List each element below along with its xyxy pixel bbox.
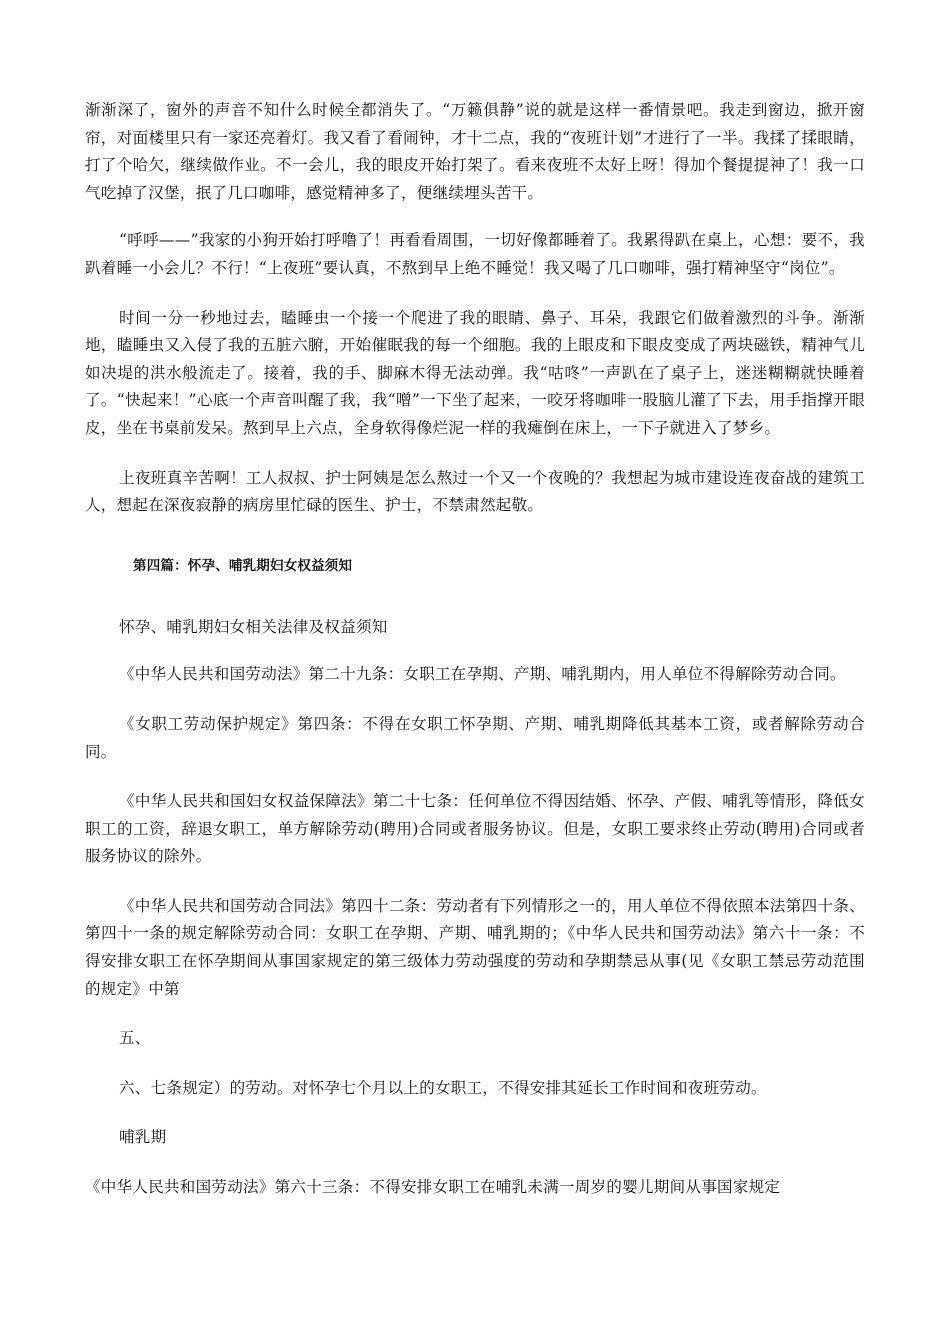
law-paragraph-labor-law-63: 《中华人民共和国劳动法》第六十三条：不得安排女职工在哺乳未满一周岁的婴儿期间从事国家规定 [85, 1178, 781, 1197]
document-body [85, 97, 865, 1202]
essay-paragraph-2: “呼呼——”我家的小狗开始打呼噜了！再看看周围，一切好像都睡着了。我累得趴在桌上，心想：要不，我趴着睡一小会儿？不行！“上夜班”要认真，不熬到早上绝不睡觉！我又喝了几口咖啡，强打精神坚守“岗位”。 [85, 231, 865, 277]
section-heading: 第四篇：怀孕、哺乳期妇女权益须知 [133, 557, 353, 574]
law-intro: 怀孕、哺乳期妇女相关法律及权益须知 [119, 617, 388, 636]
essay-paragraph-3: 时间一分一秒地过去，瞌睡虫一个接一个爬进了我的眼睛、鼻子、耳朵，我跟它们做着激烈的斗争。渐渐地，瞌睡虫又入侵了我的五脏六腑，开始催眠我的每一个细胞。我的上眼皮和下眼皮变成了两块磁铁，精神气儿如决堤的洪水般流走了。接着，我的手、脚麻木得无法动弹。我“咕咚”一声趴在了桌子上，迷迷糊糊就快睡着了。“快起来！”心底一个声音叫醒了我，我“噌”一下坐了起来，一咬牙将咖啡一股脑儿灌了下去，用手指撑开眼皮，坐在书桌前发呆。熬到早上六点，全身软得像烂泥一样的我瘫倒在床上，一下子就进入了梦乡。 [85, 308, 865, 437]
list-fragment-five: 五、 [119, 1029, 151, 1048]
law-paragraph-women-rights-27: 《中华人民共和国妇女权益保障法》第二十七条：任何单位不得因结婚、怀孕、产假、哺乳等情形，降低女职工的工资，辞退女职工，单方解除劳动(聘用)合同或者服务协议。但是，女职工要求终止劳动(聘用)合同或者服务协议的除外。 [85, 792, 865, 866]
essay-paragraph-1: 渐渐深了，窗外的声音不知什么时候全都消失了。“万籁俱静”说的就是这样一番情景吧。我走到窗边，掀开窗帘，对面楼里只有一家还亮着灯。我又看了看闹钟，才十二点，我的“夜班计划”才进行了一半。我揉了揉眼睛，打了个哈欠，继续做作业。不一会儿，我的眼皮开始打架了。看来夜班不太好上呀！得加个餐提提神了！我一口气吃掉了汉堡，抿了几口咖啡，感觉精神多了，便继续埋头苦干。 [85, 101, 865, 202]
law-paragraph-labor-law-29: 《中华人民共和国劳动法》第二十九条：女职工在孕期、产期、哺乳期内，用人单位不得解除劳动合同。 [119, 665, 846, 684]
law-paragraph-protection-rule-4: 《女职工劳动保护规定》第四条：不得在女职工怀孕期、产期、哺乳期降低其基本工资，或者解除劳动合同。 [85, 714, 865, 761]
law-paragraph-contract-law-42: 《中华人民共和国劳动合同法》第四十二条：劳动者有下列情形之一的，用人单位不得依照本法第四十条、第四十一条的规定解除劳动合同：女职工在孕期、产期、哺乳期的；《中华人民共和国劳动法》第六十一条：不得安排女职工在怀孕期间从事国家规定的第三级体力劳动强度的劳动和孕期禁忌从事(见《女职工禁忌劳动范围的规定》中第 [85, 896, 865, 998]
list-fragment-six-seven: 六、七条规定）的劳动。对怀孕七个月以上的女职工，不得安排其延长工作时间和夜班劳动。 [119, 1078, 767, 1097]
subheading-lactation: 哺乳期 [119, 1128, 167, 1147]
essay-paragraph-4: 上夜班真辛苦啊！工人叔叔、护士阿姨是怎么熬过一个又一个夜晚的？我想起为城市建设连夜奋战的建筑工人，想起在深夜寂静的病房里忙碌的医生、护士，不禁肃然起敬。 [85, 468, 865, 515]
